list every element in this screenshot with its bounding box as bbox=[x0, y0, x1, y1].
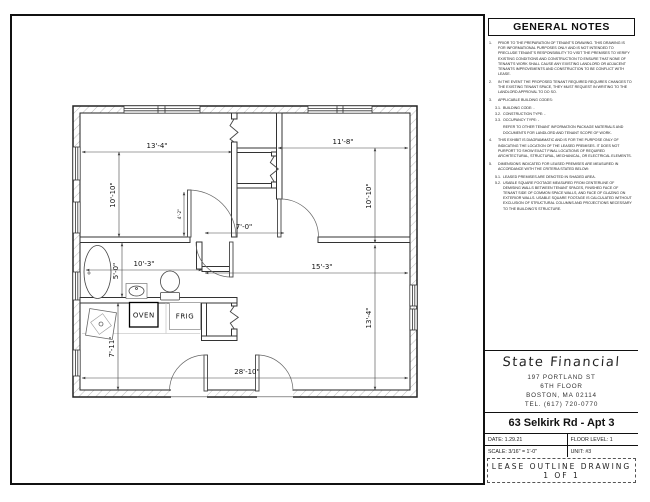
general-notes-list bbox=[489, 41, 633, 212]
dim-bedroom1-height: 10'-10" bbox=[109, 182, 117, 208]
window bbox=[73, 350, 80, 376]
drawing-title-banner bbox=[487, 458, 636, 483]
drawing-title: LEASE OUTLINE DRAWING 1 OF 1 bbox=[491, 461, 632, 480]
note-item: 2. IN THE EVENT THE PROPOSED TENANT REQUIRED REQUIRES CHANGES TO THE EXISTING TENANT SPACE, THEY MUST REQUEST IN WRITING TO THE LANDLORD APPROVAL TO DO SO. bbox=[489, 80, 632, 95]
project-title: 63 Selkirk Rd - Apt 3 bbox=[485, 412, 638, 434]
bathtub bbox=[84, 246, 111, 299]
note-item: 5.2. USABLE SQUARE FOOTAGE MEASURED FROM CENTERLINE OF DEMISING WALLS BETWEEN TENANT SPACES, FINISHED FACE OF TENANT SIDE OF COMMON SPACE WALLS, AND FACE OF GLAZING ON EXTERIOR WALLS. USABLE SQUARE FOOTAGE IS CALCULATED WITHOUT EXCLUSION OF STRUCTURAL COLUMNS AND PROJECTIONS NECESSARY TO THE BUILDING'S STRUCTURE. bbox=[495, 180, 632, 211]
note-item: 3.1. BUILDING CODE: - bbox=[495, 106, 535, 111]
toilet bbox=[161, 271, 180, 300]
note-item: 3. APPLICABLE BUILDING CODES: bbox=[489, 98, 553, 103]
dim-bedroom2-width: 11'-8" bbox=[332, 138, 354, 146]
title-block bbox=[485, 350, 638, 486]
dim-bath-width: 10'-3" bbox=[133, 260, 155, 268]
date-field: DATE: 1.29.21 bbox=[485, 434, 568, 446]
door-leaf bbox=[188, 190, 192, 237]
door-leaf bbox=[278, 199, 282, 237]
general-notes-title: GENERAL NOTES bbox=[488, 18, 635, 36]
note-item: 1. PRIOR TO THE PREPARATION OF TENANT'S DRAWING. THIS DRAWING IS FOR INFORMATIONAL PURPOSES ONLY AND IS NOT INTENDED TO PRECLUDE TENANT'S RESPONSIBILITY TO VISIT THE PREMISES TO VERIFY EXISTING CONDITIONS AND CONSTRUCTION TO ENSURE THAT NONE OF TENANT'S WORK SHALL CAUSE ANY EXISTING LANDLORD OR ADJACENT TENANTS IMPROVEMENTS AND CONSTRUCTION TO BE CONFLICT WITH LEASE. bbox=[489, 41, 630, 77]
window bbox=[73, 272, 80, 300]
window bbox=[124, 106, 200, 113]
unit-field: UNIT: #3 bbox=[570, 448, 592, 455]
info-grid bbox=[485, 434, 638, 457]
shower bbox=[86, 309, 117, 340]
door-leaf bbox=[204, 355, 208, 391]
dim-bedroom2-height: 10'-10" bbox=[365, 183, 373, 209]
address-line: TEL. (617) 720-0770 bbox=[524, 400, 599, 408]
note-item: 5.1. LEASED PREMISES ARE DENOTED IN SHADED AREA. bbox=[495, 174, 596, 179]
note-item: REFER TO OTHER TENANT INFORMATION PACKAGE MATERIALS AND DOCUMENTS FOR LANDLORD AND TENANT SCOPE OF WORK. bbox=[503, 125, 624, 135]
door-leaf bbox=[230, 242, 234, 277]
address-line: 197 PORTLAND ST bbox=[527, 373, 596, 381]
window bbox=[410, 285, 417, 306]
oven-label: OVEN bbox=[132, 311, 155, 320]
sink bbox=[126, 284, 147, 299]
note-item: 4. THIS EXHIBIT IS DIAGRAMMATIC AND IS FOR THE PURPOSE ONLY OF INDICATING THE LOCATION OF THE LEASED PREMISES. IT DOES NOT PURPORT TO SHOW EXACT FINAL LOCATIONS OF REQUIRED ARCHITECTURAL, STRUCTURAL, MECHANICAL, OR ELECTRICAL ELEMENTS. bbox=[489, 138, 632, 159]
company-name: State Financial bbox=[501, 354, 622, 370]
scale-field: SCALE: 3/16" = 1'-0" bbox=[485, 446, 568, 457]
company-address bbox=[487, 373, 636, 410]
window bbox=[73, 202, 80, 233]
address-line: 6TH FLOOR bbox=[540, 382, 583, 390]
company-section bbox=[485, 350, 638, 413]
dim-kitchen-height: 7'-11" bbox=[108, 336, 116, 358]
dim-living-height: 13'-4" bbox=[365, 307, 373, 329]
dim-overall-width: 28'-10" bbox=[234, 368, 260, 376]
dim-hall-width: 7'-0" bbox=[235, 223, 253, 231]
notes-panel bbox=[483, 14, 638, 485]
window bbox=[73, 147, 80, 180]
window bbox=[308, 106, 372, 113]
address-line: BOSTON, MA 02114 bbox=[526, 391, 597, 399]
dim-living-width: 15'-3" bbox=[311, 263, 333, 271]
note-item: 3.2. CONSTRUCTION TYPE: - bbox=[495, 111, 546, 116]
dim-bedroom1-width: 13'-4" bbox=[146, 142, 168, 150]
window bbox=[410, 309, 417, 330]
floor-level-field: FLOOR LEVEL: 1 bbox=[568, 434, 638, 446]
fridge-label: FRIG bbox=[175, 312, 195, 321]
dim-door: 4'-2" bbox=[178, 208, 183, 220]
note-item: 5. DIMENSIONS INDICATED FOR LEASED PREMISES ARE MEASURED IN ACCORDANCE WITH THE CRITERIA STATED BELOW: bbox=[489, 161, 619, 172]
note-item: 3.3. OCCUPANCY TYPE: - bbox=[495, 117, 540, 122]
dim-bath-height: 5'-0" bbox=[112, 262, 120, 280]
